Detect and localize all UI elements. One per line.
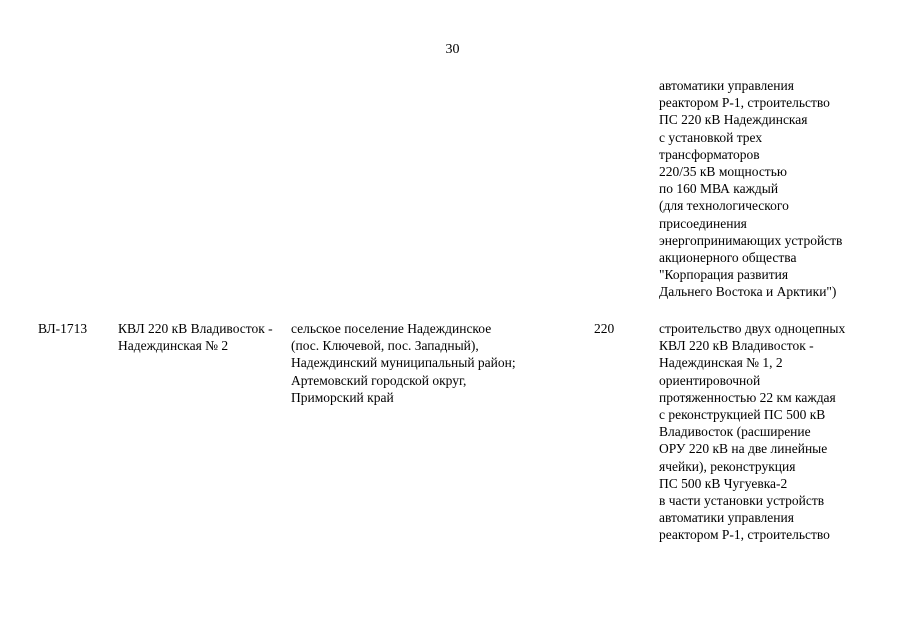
text-line: сельское поселение Надеждинское <box>291 321 492 336</box>
table-cell-name <box>118 320 273 354</box>
text-line: реактором Р-1, строительство <box>659 527 830 543</box>
text-line: в части установки устройств <box>659 493 825 509</box>
table-cell-voltage: 220 <box>594 321 615 336</box>
text-line: (пос. Ключевой, пос. Западный), <box>291 338 479 354</box>
continuation-description <box>659 77 842 301</box>
text-line: реактором Р-1, строительство <box>659 95 830 111</box>
table-cell-code: ВЛ-1713 <box>38 321 88 336</box>
text-line: акционерного общества <box>659 250 797 266</box>
text-line: автоматики управления <box>659 510 794 526</box>
text-line: ОРУ 220 кВ на две линейные <box>659 441 828 457</box>
text-line: Артемовский городской округ, <box>291 372 467 388</box>
text-line: ПС 500 кВ Чугуевка-2 <box>659 475 788 491</box>
text-line: Дальнего Востока и Арктики") <box>659 284 837 300</box>
text-line: Надеждинский муниципальный район; <box>291 355 516 371</box>
text-line: протяженностью 22 км каждая <box>659 389 836 405</box>
text-line: автоматики управления <box>659 78 794 93</box>
text-line: Надеждинская № 1, 2 <box>659 355 783 371</box>
text-line: ориентировочной <box>659 372 761 388</box>
text-line: трансформаторов <box>659 146 760 162</box>
text-line: с реконструкцией ПС 500 кВ <box>659 407 826 423</box>
text-line: "Корпорация развития <box>659 267 789 283</box>
text-line: с установкой трех <box>659 129 763 145</box>
text-line: ячейки), реконструкция <box>659 458 796 474</box>
page-number: 30 <box>445 42 460 57</box>
text-line: КВЛ 220 кВ Владивосток - <box>659 338 814 354</box>
text-line: присоединения <box>659 215 747 231</box>
text-line: КВЛ 220 кВ Владивосток - <box>118 321 273 336</box>
text-line: Приморский край <box>291 389 394 405</box>
text-line: энергопринимающих устройств <box>659 232 843 248</box>
text-line: строительство двух одноцепных <box>659 321 846 336</box>
text-line: ПС 220 кВ Надеждинская <box>659 112 808 128</box>
text-line: 220/35 кВ мощностью <box>659 164 787 180</box>
text-line: по 160 МВА каждый <box>659 181 779 197</box>
table-cell-location <box>291 320 516 406</box>
text-line: Владивосток (расширение <box>659 424 811 440</box>
table-cell-description <box>659 320 845 544</box>
text-line: (для технологического <box>659 198 789 214</box>
text-line: Надеждинская № 2 <box>118 338 229 354</box>
